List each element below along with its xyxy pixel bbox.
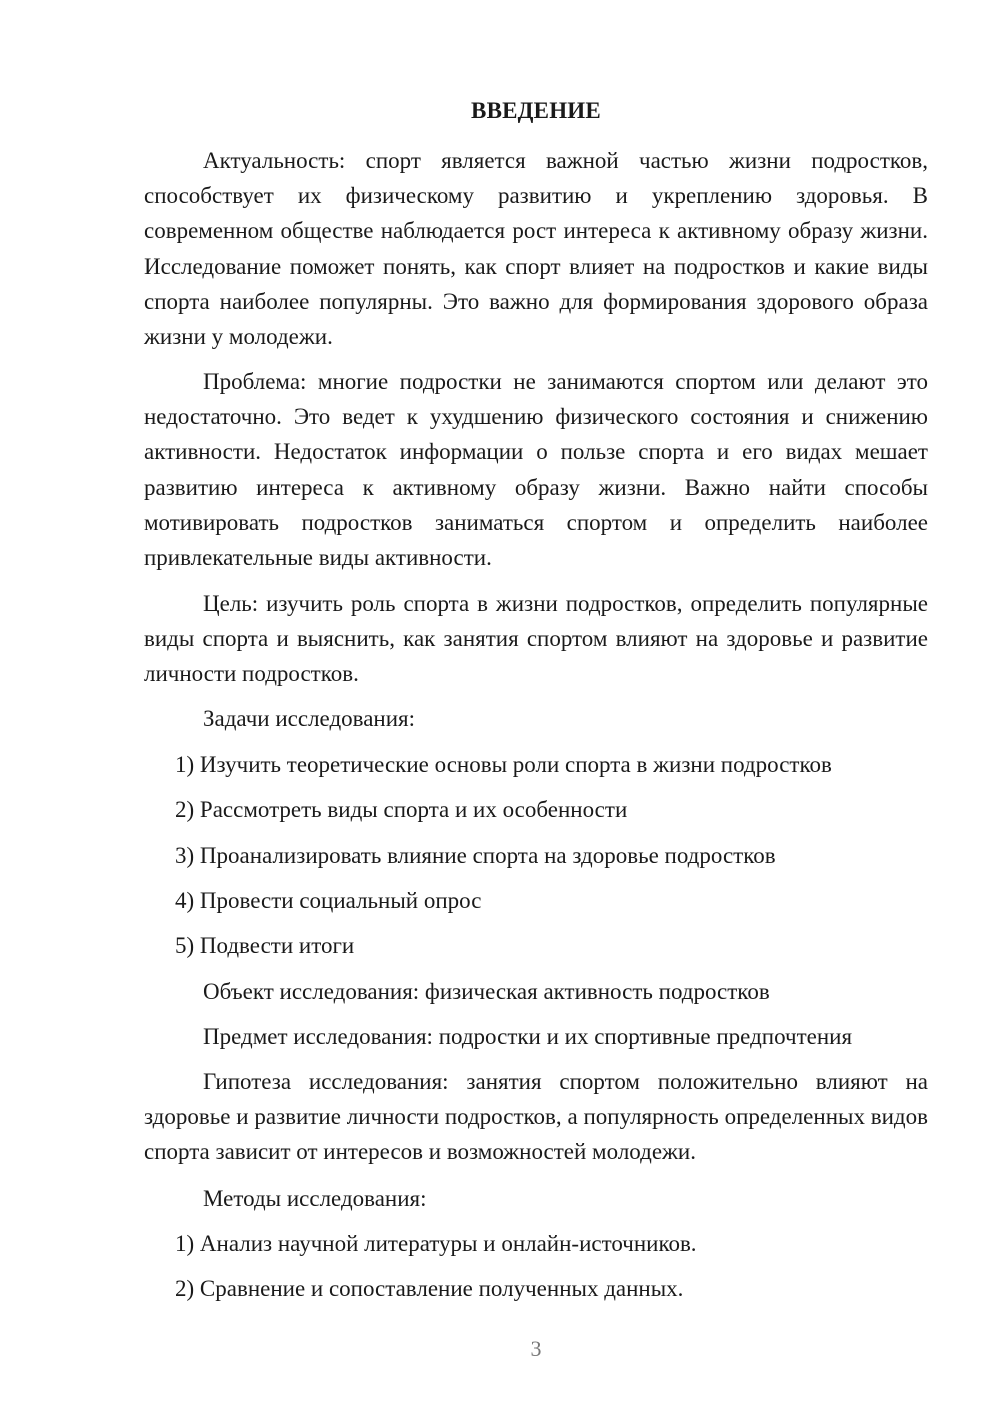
- method-item: 2) Сравнение и сопоставление полученных данных.: [175, 1276, 684, 1301]
- research-subject: Предмет исследования: подростки и их спортивные предпочтения: [203, 1024, 853, 1049]
- task-item: 3) Проанализировать влияние спорта на здоровье подростков: [175, 843, 776, 868]
- hypothesis-paragraph: Гипотеза исследования: занятия спортом положительно влияют на здоровье и развитие личности подростков, а популярность определенных видов спорта зависит от интересов и возможностей молодежи.: [144, 1069, 928, 1165]
- goal-paragraph: Цель: изучить роль спорта в жизни подростков, определить популярные виды спорта и выяснить, как занятия спортом влияют на здоровье и развитие личности подростков.: [144, 591, 928, 687]
- task-item: 1) Изучить теоретические основы роли спорта в жизни подростков: [175, 752, 832, 777]
- tasks-heading: Задачи исследования:: [203, 706, 416, 731]
- task-item: 2) Рассмотреть виды спорта и их особенности: [175, 797, 628, 822]
- method-item: 1) Анализ научной литературы и онлайн-источников.: [175, 1231, 697, 1256]
- methods-heading: Методы исследования:: [203, 1186, 427, 1211]
- task-item: 5) Подвести итоги: [175, 933, 355, 958]
- relevance-paragraph: Актуальность: спорт является важной частью жизни подростков, способствует их физическому развитию и укреплению здоровья. В современном обществе наблюдается рост интереса к активному образу жизни. Исследование поможет понять, как спорт влияет на подростков и какие виды спорта наиболее популярны. Это важно для формирования здорового образа жизни у молодежи.: [144, 148, 928, 350]
- research-object: Объект исследования: физическая активность подростков: [203, 979, 770, 1004]
- problem-paragraph: Проблема: многие подростки не занимаются спортом или делают это недостаточно. Это ведет к ухудшению физического состояния и снижению активности. Недостаток информации о пользе спорта и его видах мешает развитию интереса к активному образу жизни. Важно найти способы мотивировать подростков заниматься спортом и определить наиболее привлекательные виды активности.: [144, 369, 928, 571]
- page-number: 3: [530, 1336, 542, 1361]
- document-page: [144, 0, 928, 1414]
- section-title: ВВЕДЕНИЕ: [471, 98, 601, 123]
- task-item: 4) Провести социальный опрос: [175, 888, 482, 913]
